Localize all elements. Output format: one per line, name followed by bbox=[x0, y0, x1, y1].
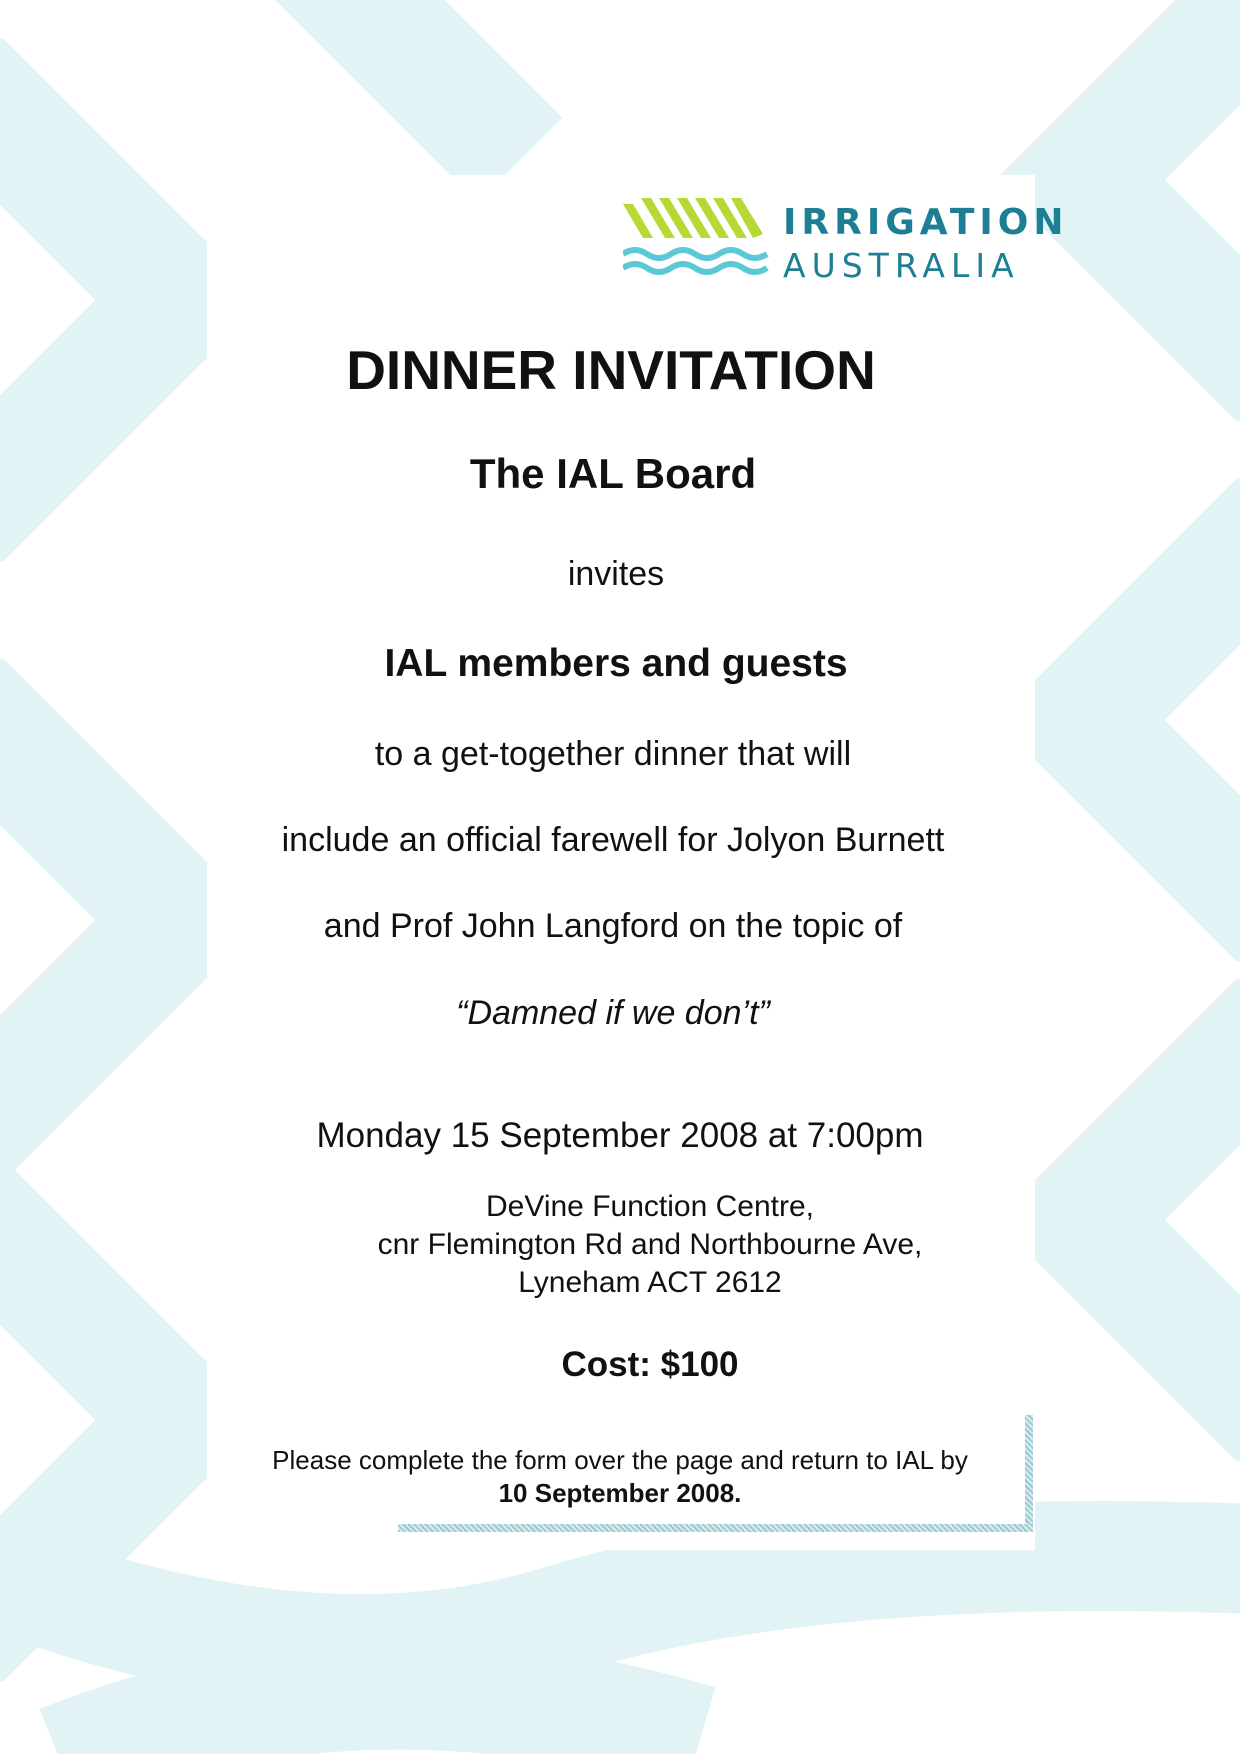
description-line-3: and Prof John Langford on the topic of bbox=[323, 907, 903, 945]
cost-label: Cost: $100 bbox=[561, 1345, 739, 1384]
venue-name: DeVine Function Centre, bbox=[486, 1190, 814, 1223]
description-line-2: include an official farewell for Jolyon Burnett bbox=[281, 821, 945, 859]
venue-street: cnr Flemington Rd and Northbourne Ave, bbox=[377, 1228, 923, 1261]
venue-suburb: Lyneham ACT 2612 bbox=[518, 1266, 782, 1299]
venue-address bbox=[30, 1188, 1240, 1302]
logo-mark-icon bbox=[623, 196, 773, 288]
rsvp-instruction: Please complete the form over the page and return to IAL by bbox=[272, 1445, 968, 1475]
invites-text: invites bbox=[567, 555, 665, 593]
rsvp-note bbox=[0, 1444, 1240, 1510]
event-datetime: Monday 15 September 2008 at 7:00pm bbox=[316, 1116, 924, 1155]
host-heading: The IAL Board bbox=[469, 450, 757, 497]
note-frame-bottom bbox=[398, 1524, 1033, 1532]
description-line-1: to a get-together dinner that will bbox=[374, 735, 852, 773]
note-frame-right bbox=[1025, 1415, 1033, 1532]
irrigation-australia-logo bbox=[623, 196, 1069, 288]
invitation-title: DINNER INVITATION bbox=[346, 339, 876, 401]
guests-heading: IAL members and guests bbox=[384, 642, 848, 685]
logo-text-line1: IRRIGATION bbox=[783, 202, 1069, 243]
topic-title: “Damned if we don’t” bbox=[456, 994, 770, 1032]
rsvp-deadline: 10 September 2008. bbox=[498, 1478, 742, 1508]
logo-text-line2: AUSTRALIA bbox=[783, 246, 1020, 285]
